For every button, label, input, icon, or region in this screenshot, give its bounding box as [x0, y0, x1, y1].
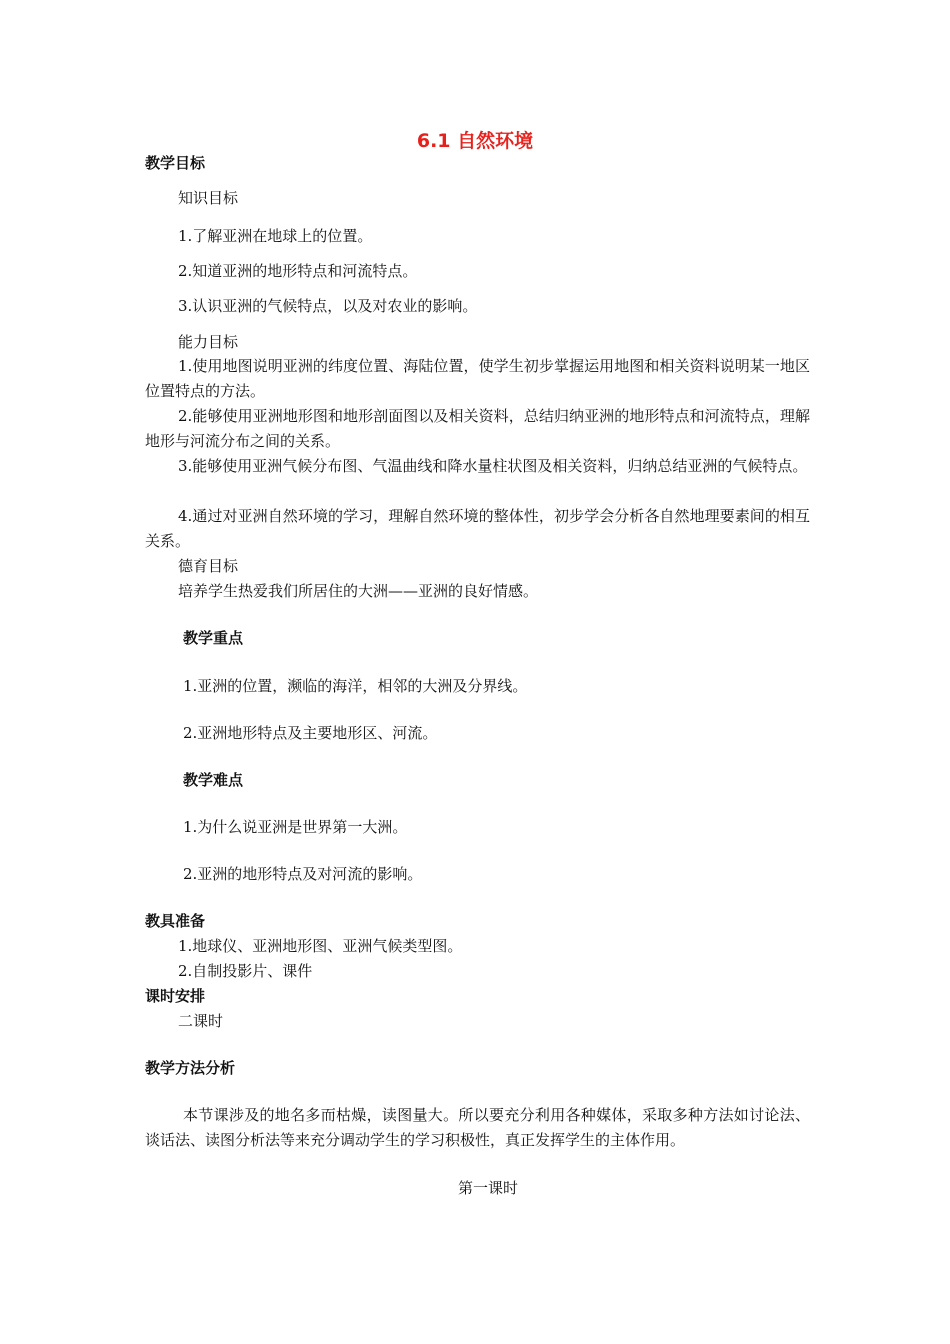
difficult-point-item: 2.亚洲的地形特点及对河流的影响。: [183, 865, 423, 883]
ability-goal-item: 4.通过对亚洲自然环境的学习，理解自然环境的整体性，初步学会分析各自然地理要素间的相互关系。: [145, 507, 810, 550]
document-title: 6.1 自然环境: [416, 130, 534, 152]
ability-goal-item: 3.能够使用亚洲气候分布图、气温曲线和降水量柱状图及相关资料，归纳总结亚洲的气候特点。: [178, 457, 808, 475]
difficult-point-item: 1.为什么说亚洲是世界第一大洲。: [183, 818, 408, 836]
moral-goals-label: 德育目标: [178, 557, 239, 575]
key-point-item: 2.亚洲地形特点及主要地形区、河流。: [183, 724, 438, 742]
knowledge-goal-item: 2.知道亚洲的地形特点和河流特点。: [178, 262, 418, 280]
difficult-points-heading: 教学难点: [183, 771, 244, 789]
ability-goal-item: 2.能够使用亚洲地形图和地形剖面图以及相关资料，总结归纳亚洲的地形特点和河流特点，理解地形与河流分布之间的关系。: [145, 407, 810, 450]
moral-goal-text: 培养学生热爱我们所居住的大洲——亚洲的良好情感。: [178, 582, 539, 600]
key-point-item: 1.亚洲的位置，濒临的海洋，相邻的大洲及分界线。: [183, 677, 528, 695]
tool-item: 1.地球仪、亚洲地形图、亚洲气候类型图。: [178, 937, 463, 955]
first-lesson-heading: 第一课时: [458, 1179, 519, 1197]
key-points-heading: 教学重点: [183, 629, 244, 647]
ability-goal-item: 1.使用地图说明亚洲的纬度位置、海陆位置，使学生初步掌握运用地图和相关资料说明某一地区位置特点的方法。: [145, 357, 810, 400]
method-heading: 教学方法分析: [145, 1059, 236, 1077]
knowledge-goal-item: 3.认识亚洲的气候特点，以及对农业的影响。: [178, 297, 478, 315]
tool-item: 2.自制投影片、课件: [178, 962, 313, 980]
knowledge-goal-item: 1.了解亚洲在地球上的位置。: [178, 227, 373, 245]
goals-heading: 教学目标: [145, 154, 206, 172]
tools-heading: 教具准备: [145, 912, 206, 930]
ability-goals-label: 能力目标: [178, 333, 239, 351]
knowledge-goals-label: 知识目标: [178, 189, 239, 207]
schedule-heading: 课时安排: [145, 987, 206, 1005]
schedule-text: 二课时: [178, 1012, 224, 1030]
method-text: 本节课涉及的地名多而枯燥，读图量大。所以要充分利用各种媒体，采取多种方法如讨论法、谈话法、读图分析法等来充分调动学生的学习积极性，真正发挥学生的主体作用。: [145, 1106, 810, 1149]
